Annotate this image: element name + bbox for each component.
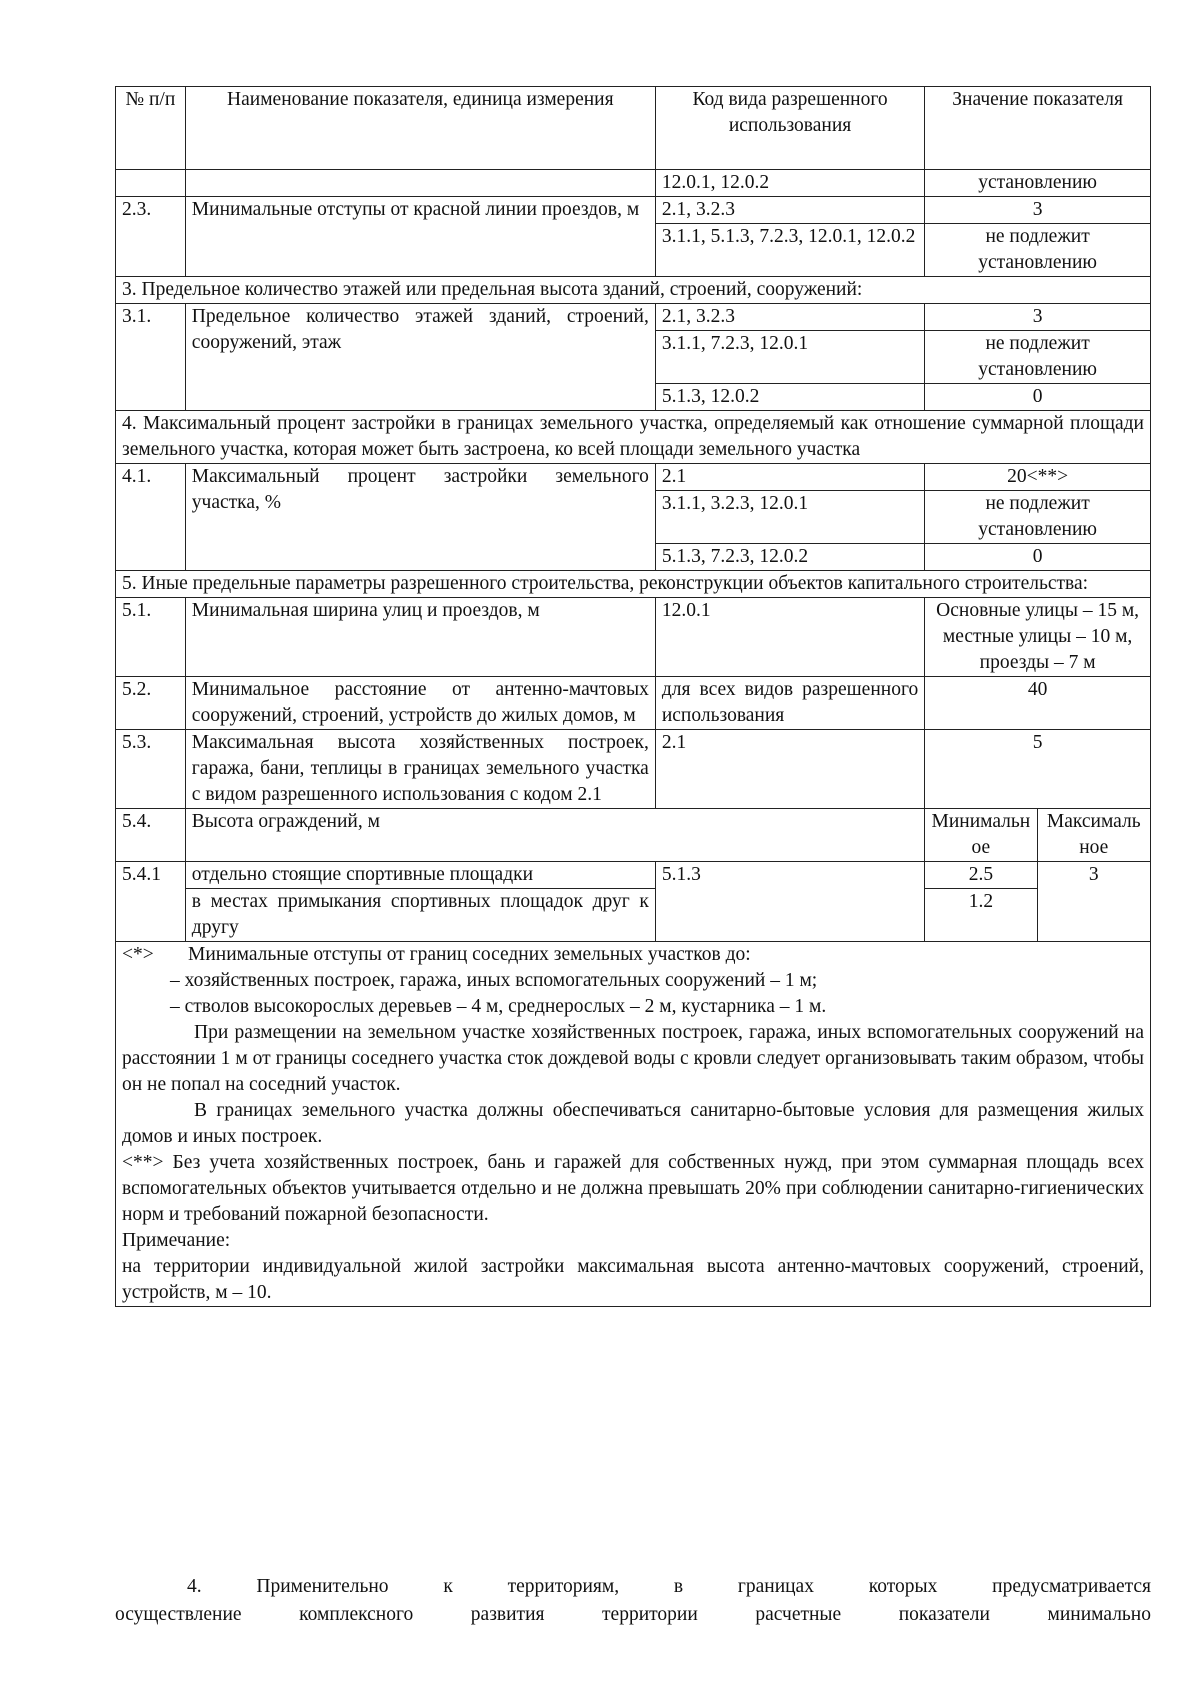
footnote-star — [122, 942, 1144, 968]
footnote-paragraph: В границах земельного участка должны обеспечиваться санитарно-бытовые условия для размещения жилых домов и иных построек. — [122, 1100, 1144, 1147]
cell-value: не подлежит установлению — [925, 491, 1151, 544]
cell-code: 12.0.1, 12.0.2 — [655, 170, 924, 197]
note-text: на территории индивидуальной жилой застройки максимальная высота антенно-мачтовых сооружений, строений, устройств, м – 10. — [122, 1256, 1144, 1303]
cell-value: 40 — [925, 677, 1151, 730]
table-row — [116, 464, 1151, 491]
cell-code: 12.0.1 — [655, 598, 924, 677]
cell-num: 5.2. — [116, 677, 186, 730]
section-row — [116, 571, 1151, 598]
cell-code: 2.1 — [655, 464, 924, 491]
cell-code: 2.1, 3.2.3 — [655, 197, 924, 224]
cell-name: Минимальное расстояние от антенно-мачтовых сооружений, строений, устройств до жилых домов, м — [185, 677, 655, 730]
footnotes-cell — [116, 942, 1151, 1307]
cell-code: 5.1.3, 12.0.2 — [655, 384, 924, 411]
cell-min: 1.2 — [925, 889, 1037, 942]
cell-value: установлению — [925, 170, 1151, 197]
cell-code: 3.1.1, 3.2.3, 12.0.1 — [655, 491, 924, 544]
header-num: № п/п — [116, 87, 186, 170]
cell-name: Максимальная высота хозяйственных построек, гаража, бани, теплицы в границах земельного участка с видом разрешенного использования с кодом 2.1 — [185, 730, 655, 809]
cell-code: 2.1 — [655, 730, 924, 809]
footnote-star-text: Минимальные отступы от границ соседних земельных участков до: — [188, 944, 751, 965]
footnote-bullet: – стволов высокорослых деревьев – 4 м, среднерослых – 2 м, кустарника – 1 м. — [170, 996, 827, 1017]
table-row — [116, 598, 1151, 677]
table-row — [116, 170, 1151, 197]
cell-num: 4.1. — [116, 464, 186, 571]
section-row — [116, 277, 1151, 304]
cell-name: Максимальный процент застройки земельного участка, % — [185, 464, 655, 571]
section-title-4: 4. Максимальный процент застройки в границах земельного участка, определяемый как отношение суммарной площади земельного участка, которая может быть застроена, ко всей площади земельного участка — [116, 411, 1151, 464]
cell-num: 2.3. — [116, 197, 186, 277]
cell-value: 20<**> — [925, 464, 1151, 491]
cell-num — [116, 170, 186, 197]
table-row — [116, 889, 1151, 942]
cell-code: 5.1.3 — [655, 862, 924, 942]
cell-max: 3 — [1037, 862, 1150, 942]
header-name: Наименование показателя, единица измерения — [185, 87, 655, 170]
cell-name: Высота ограждений, м — [185, 809, 924, 862]
cell-num: 5.3. — [116, 730, 186, 809]
cell-value: 0 — [925, 384, 1151, 411]
parameters-table — [115, 86, 1151, 1307]
cell-name: Предельное количество этажей зданий, строений, сооружений, этаж — [185, 304, 655, 411]
cell-value: Основные улицы – 15 м, местные улицы – 10 м, проезды – 7 м — [925, 598, 1151, 677]
paragraph-line: осуществление комплексного развития территории расчетные показатели минимально — [115, 1604, 1151, 1625]
cell-min: 2.5 — [925, 862, 1037, 889]
section-row — [116, 411, 1151, 464]
cell-num: 5.4.1 — [116, 862, 186, 942]
table-row — [116, 730, 1151, 809]
cell-value: 3 — [925, 197, 1151, 224]
header-code: Код вида разрешенного использования — [655, 87, 924, 170]
table-row — [116, 304, 1151, 331]
cell-code: 3.1.1, 7.2.3, 12.0.1 — [655, 331, 924, 384]
cell-value: 0 — [925, 544, 1151, 571]
cell-value: 3 — [925, 304, 1151, 331]
footnote-paragraph: При размещении на земельном участке хозяйственных построек, гаража, иных вспомогательных сооружений на расстоянии 1 м от границы соседнего участка сток дождевой воды с кровли следует организовывать таким образом, чтобы он не попал на соседний участок. — [122, 1022, 1144, 1095]
header-value: Значение показателя — [925, 87, 1151, 170]
table-header-row — [116, 87, 1151, 170]
cell-max-header: Максимальное — [1037, 809, 1150, 862]
cell-value: не подлежит установлению — [925, 224, 1151, 277]
continuation-paragraph — [115, 1573, 1151, 1629]
table-row — [116, 862, 1151, 889]
footnote-star-mark: <*> — [122, 944, 154, 965]
footnote-bullet: – хозяйственных построек, гаража, иных вспомогательных сооружений – 1 м; — [170, 970, 818, 991]
cell-code: 3.1.1, 5.1.3, 7.2.3, 12.0.1, 12.0.2 — [655, 224, 924, 277]
section-title-3: 3. Предельное количество этажей или предельная высота зданий, строений, сооружений: — [116, 277, 1151, 304]
note-label: Примечание: — [122, 1230, 231, 1251]
cell-value: 5 — [925, 730, 1151, 809]
cell-name: отдельно стоящие спортивные площадки — [185, 862, 655, 889]
section-title-5: 5. Иные предельные параметры разрешенного строительства, реконструкции объектов капитального строительства: — [116, 571, 1151, 598]
cell-code: для всех видов разрешенного использования — [655, 677, 924, 730]
cell-num: 5.1. — [116, 598, 186, 677]
footnote-double-star: <**> Без учета хозяйственных построек, бань и гаражей для собственных нужд, при этом суммарная площадь всех вспомогательных объектов учитывается отдельно и не должна превышать 20% при соблюдении санитарно-гигиенических норм и требований пожарной безопасности. — [122, 1152, 1144, 1225]
cell-num: 3.1. — [116, 304, 186, 411]
cell-name: в местах примыкания спортивных площадок друг к другу — [185, 889, 655, 942]
paragraph-line: 4. Применительно к территориям, в границах которых предусматривается — [187, 1576, 1151, 1597]
footnotes-row — [116, 942, 1151, 1307]
cell-code: 2.1, 3.2.3 — [655, 304, 924, 331]
table-row — [116, 197, 1151, 224]
cell-name: Минимальная ширина улиц и проездов, м — [185, 598, 655, 677]
cell-value: не подлежит установлению — [925, 331, 1151, 384]
table-row — [116, 677, 1151, 730]
cell-min-header: Минимальное — [925, 809, 1037, 862]
table-row — [116, 809, 1151, 862]
cell-name — [185, 170, 655, 197]
cell-code: 5.1.3, 7.2.3, 12.0.2 — [655, 544, 924, 571]
cell-num: 5.4. — [116, 809, 186, 862]
cell-name: Минимальные отступы от красной линии проездов, м — [185, 197, 655, 277]
